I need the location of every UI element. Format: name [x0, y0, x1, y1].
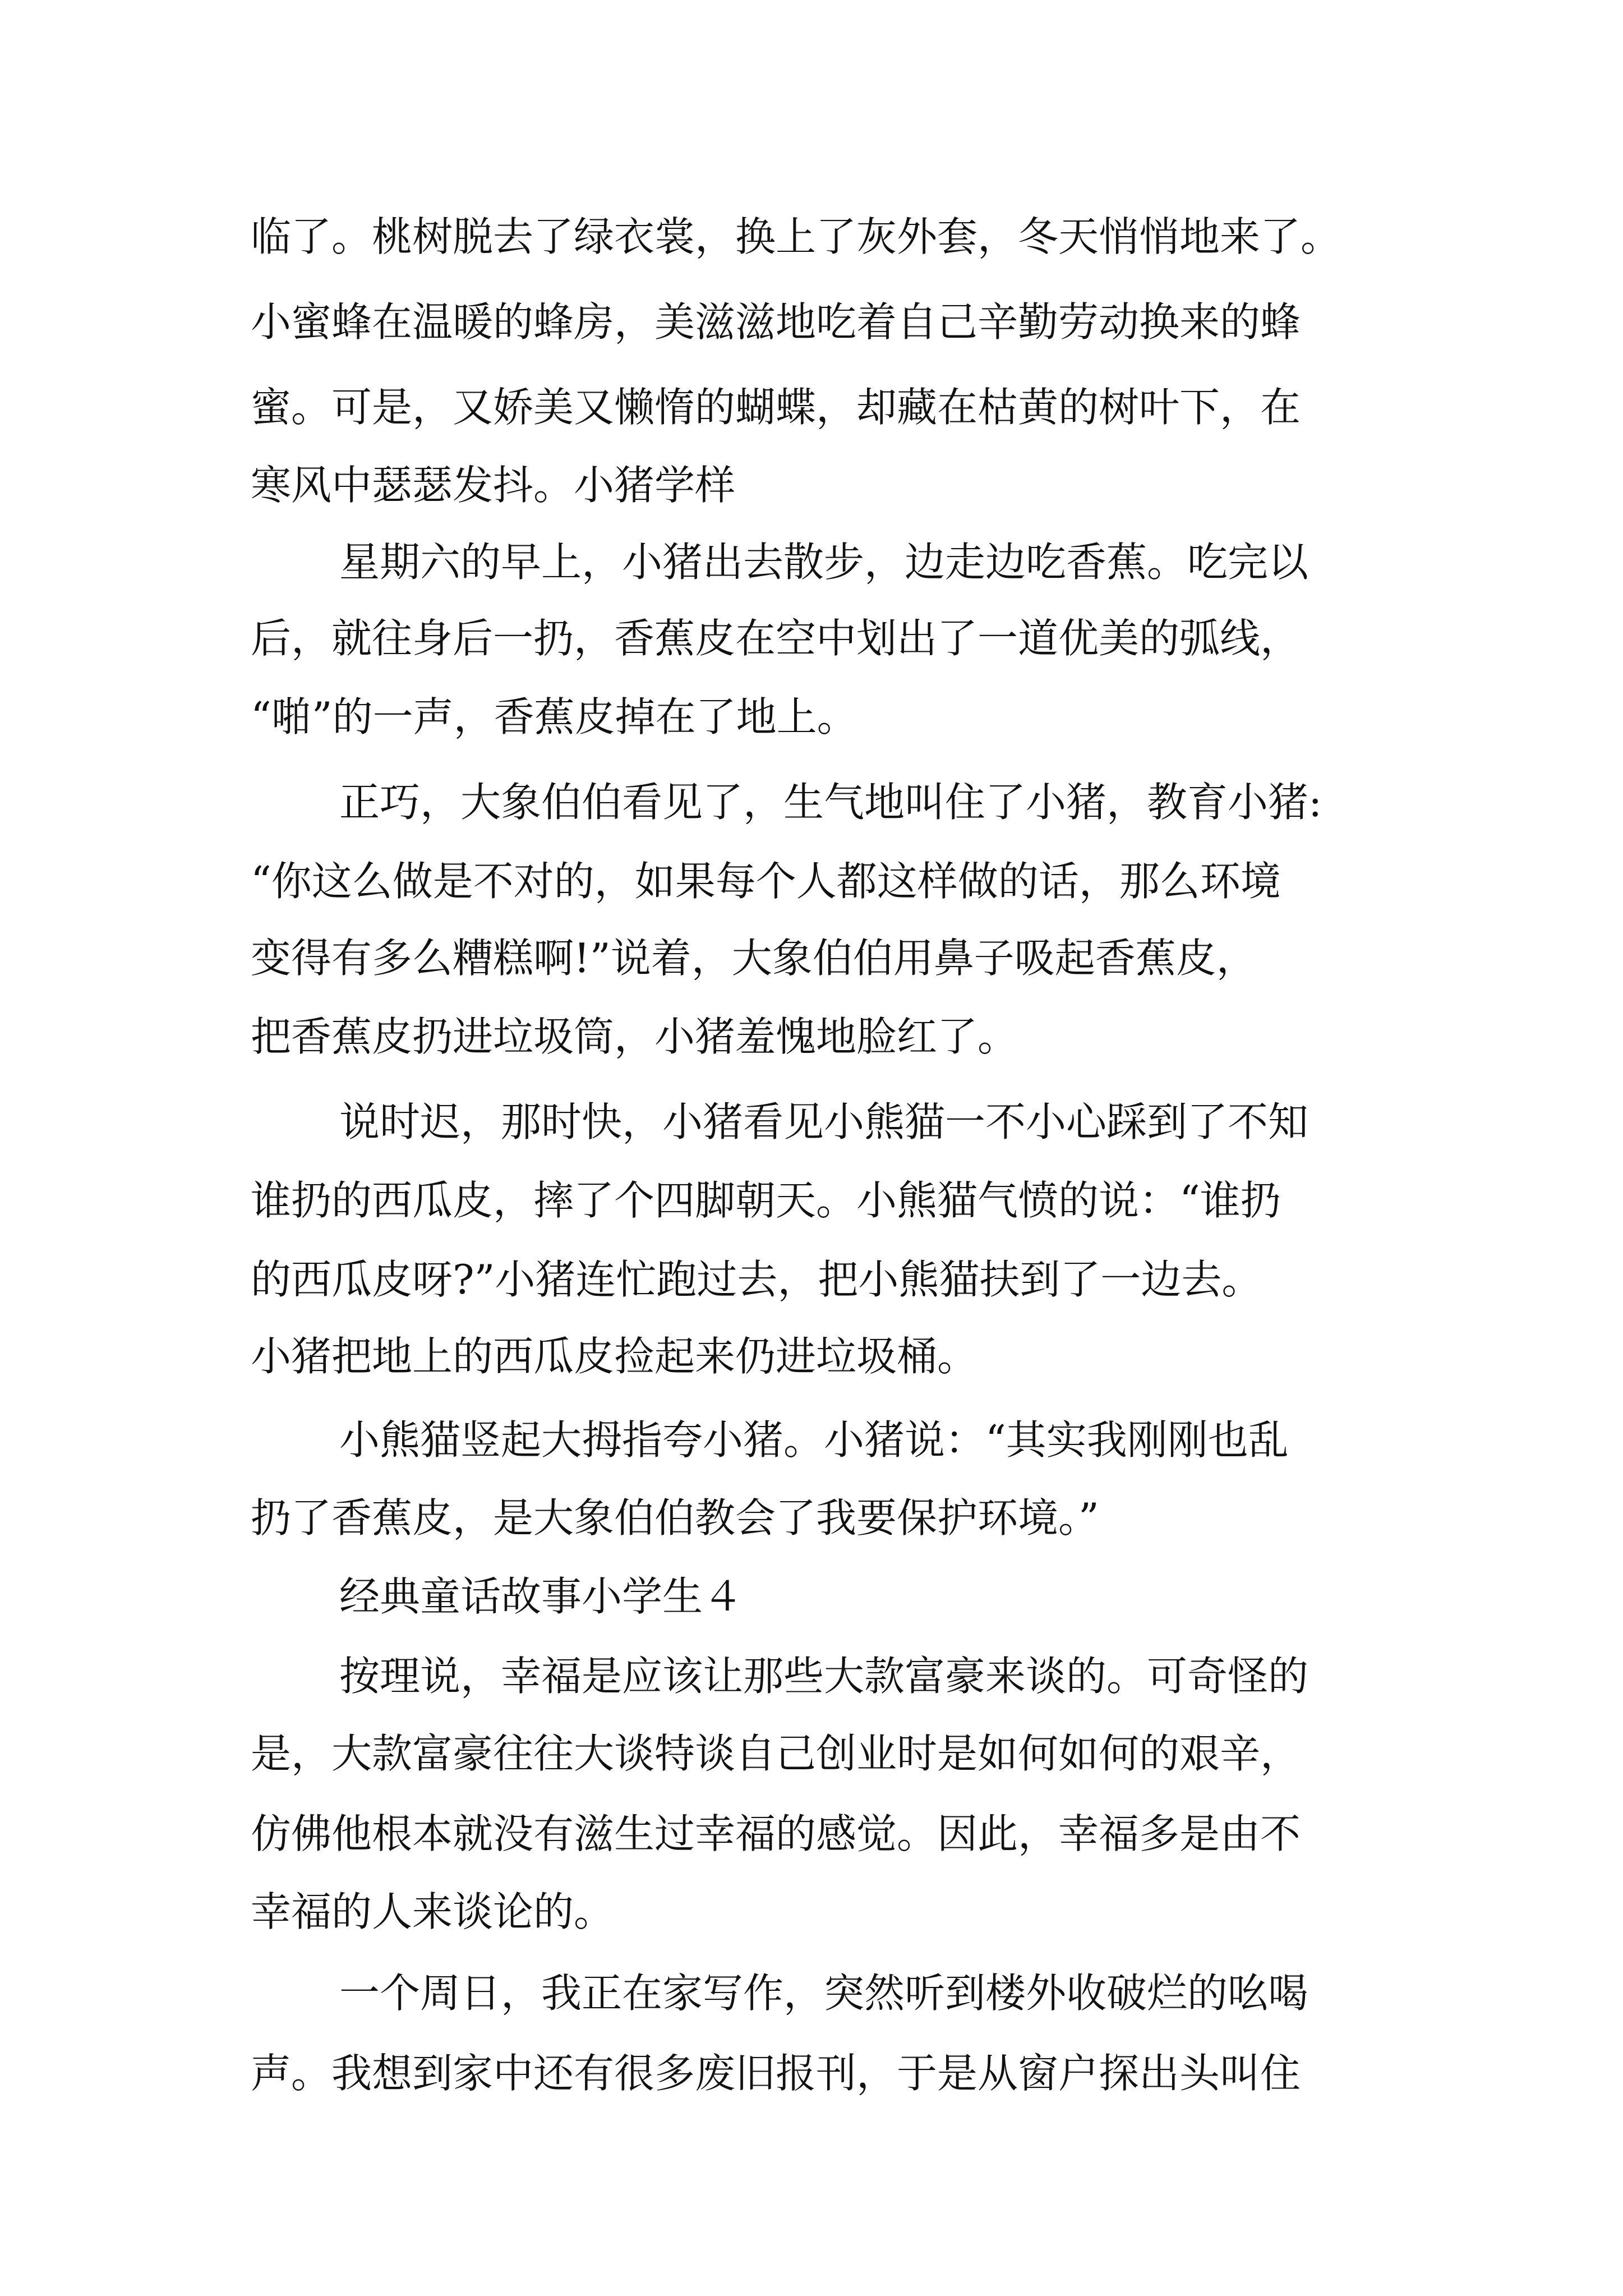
section-heading: 经典童话故事小学生４	[339, 1573, 744, 1620]
text-line: 星期六的早上，小猪出去散步，边走边吃香蕉。吃完以	[339, 539, 1309, 586]
text-line: 说时迟，那时快，小猪看见小熊猫一不小心踩到了不知	[339, 1098, 1309, 1145]
text-line: 声。我想到家中还有很多废旧报刊，于是从窗户探出头叫住	[251, 2050, 1301, 2097]
text-line: 扔了香蕉皮，是大象伯伯教会了我要保护环境。”	[251, 1494, 1099, 1542]
text-line: 变得有多么糟糕啊!”说着，大象伯伯用鼻子吸起香蕉皮，	[251, 935, 1257, 982]
text-line: 小猪把地上的西瓜皮捡起来仍进垃圾桶。	[251, 1333, 978, 1380]
text-line: 按理说，幸福是应该让那些大款富豪来谈的。可奇怪的	[339, 1653, 1309, 1700]
text-line: 的西瓜皮呀?”小猪连忙跑过去，把小熊猫扶到了一边去。	[251, 1256, 1262, 1303]
text-line: 幸福的人来谈论的。	[251, 1888, 615, 1935]
text-line: 小熊猫竖起大拇指夸小猪。小猪说：“其实我刚刚也乱	[339, 1416, 1289, 1464]
text-line: 正巧，大象伯伯看见了，生气地叫住了小猪，教育小猪:	[339, 779, 1322, 826]
text-line: 蜜。可是，又娇美又懒惰的蝴蝶，却藏在枯黄的树叶下，在	[251, 384, 1301, 431]
text-line: 是，大款富豪往往大谈特谈自己创业时是如何如何的艰辛，	[251, 1730, 1301, 1777]
text-line: 后，就往身后一扔，香蕉皮在空中划出了一道优美的弧线，	[251, 615, 1301, 662]
text-line: 把香蕉皮扔进垃圾筒，小猪羞愧地脸红了。	[251, 1013, 1018, 1060]
text-line: 寒风中瑟瑟发抖。小猪学样	[251, 462, 736, 509]
text-line: 一个周日，我正在家写作，突然听到楼外收破烂的吆喝	[339, 1970, 1309, 2017]
text-line: 小蜜蜂在温暖的蜂房，美滋滋地吃着自己辛勤劳动换来的蜂	[251, 298, 1301, 346]
text-line: 谁扔的西瓜皮，摔了个四脚朝天。小熊猫气愤的说：“谁扔	[251, 1177, 1281, 1224]
text-line: “啪”的一声，香蕉皮掉在了地上。	[251, 693, 857, 740]
text-line: 仿佛他根本就没有滋生过幸福的感觉。因此，幸福多是由不	[251, 1810, 1301, 1857]
text-line: “你这么做是不对的，如果每个人都这样做的话，那么环境	[251, 858, 1281, 905]
text-line: 临了。桃树脱去了绿衣裳，换上了灰外套，冬天悄悄地来了。	[251, 213, 1341, 260]
